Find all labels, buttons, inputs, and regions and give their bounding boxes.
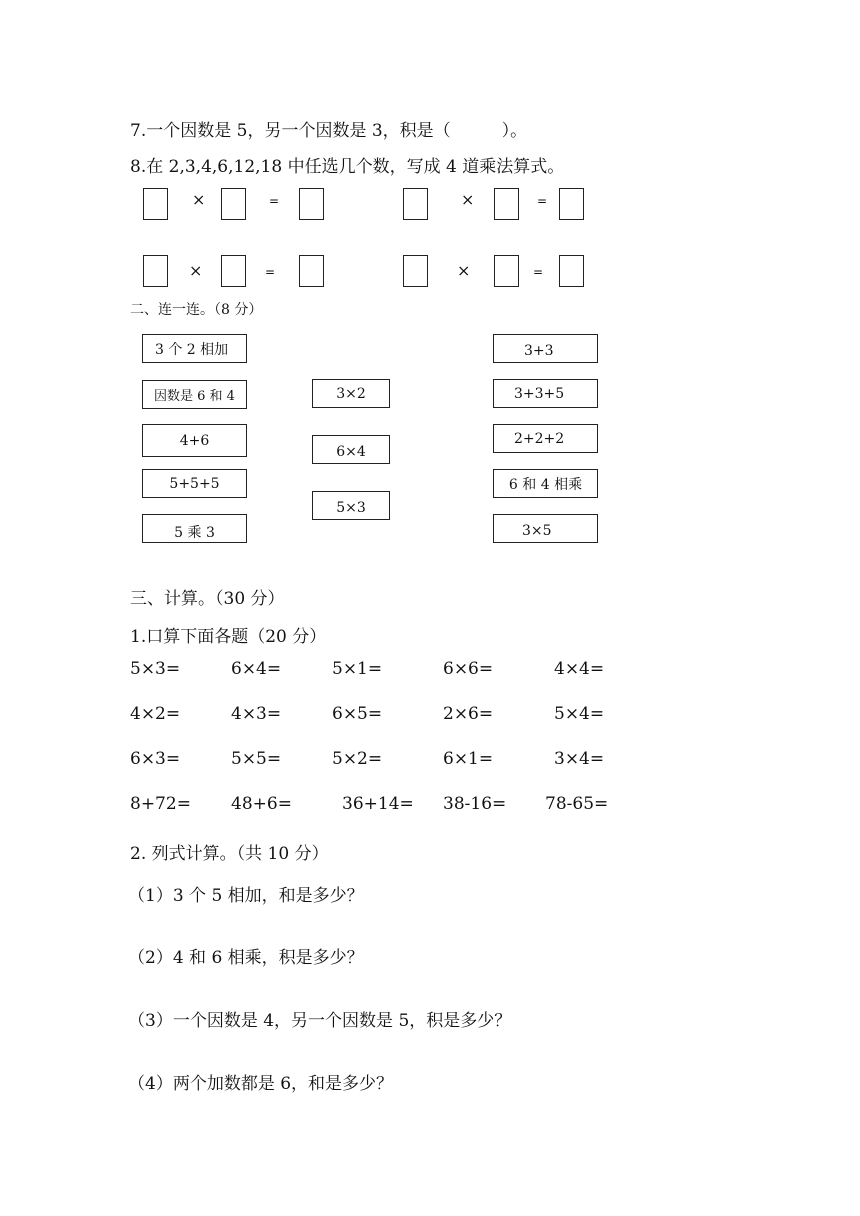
answer-box[interactable] [494, 188, 519, 220]
calc-item: 38-16= [443, 794, 507, 814]
calc-item: 48+6= [231, 794, 292, 814]
answer-box[interactable] [143, 255, 168, 287]
calc-item: 5×4= [554, 704, 605, 724]
calc-item: 4×2= [130, 704, 181, 724]
section-3-title: 三、计算。（30 分） [130, 589, 285, 609]
match-right-item[interactable]: 3×5 [493, 514, 598, 543]
calc-item: 6×4= [231, 659, 282, 679]
calc-item: 8+72= [130, 794, 191, 814]
times-sign: × [189, 261, 203, 280]
answer-box[interactable] [143, 188, 168, 220]
match-left-item[interactable]: 5 乘 3 [142, 514, 247, 543]
times-sign: × [461, 190, 475, 209]
calc-item: 2×6= [443, 704, 494, 724]
answer-box[interactable] [221, 255, 246, 287]
match-left-item[interactable]: 3 个 2 相加 [142, 334, 247, 363]
match-left-item[interactable]: 5+5+5 [142, 469, 247, 498]
section-3-sub1: 1.口算下面各题（20 分） [130, 627, 327, 647]
section-3-sub2: 2. 列式计算。（共 10 分） [130, 844, 329, 864]
match-right-item[interactable]: 2+2+2 [493, 424, 598, 453]
calc-item: 78-65= [545, 794, 609, 814]
equals-sign: = [269, 194, 280, 208]
question-7: 7.一个因数是 5，另一个因数是 3，积是（ ）。 [130, 121, 528, 141]
equals-sign: = [533, 265, 544, 279]
word-problem: （1）3 个 5 相加，和是多少？ [128, 886, 364, 906]
match-left-item[interactable]: 4+6 [142, 424, 247, 457]
answer-box[interactable] [299, 255, 324, 287]
calc-item: 36+14= [342, 794, 414, 814]
calc-item: 6×6= [443, 659, 494, 679]
calc-item: 4×4= [554, 659, 605, 679]
word-problem: （2）4 和 6 相乘，积是多少？ [128, 948, 364, 968]
answer-box[interactable] [299, 188, 324, 220]
match-right-item[interactable]: 6 和 4 相乘 [493, 469, 598, 498]
match-left-item[interactable]: 因数是 6 和 4 [142, 380, 247, 409]
match-right-item[interactable]: 3+3 [493, 334, 598, 363]
calc-item: 6×1= [443, 749, 494, 769]
equals-sign: = [537, 194, 548, 208]
word-problem: （3）一个因数是 4，另一个因数是 5，积是多少？ [128, 1011, 512, 1031]
answer-box[interactable] [403, 188, 428, 220]
answer-box[interactable] [494, 255, 519, 287]
word-problem: （4）两个加数都是 6，和是多少？ [128, 1074, 394, 1094]
answer-box[interactable] [559, 255, 584, 287]
times-sign: × [192, 190, 206, 209]
calc-item: 5×3= [130, 659, 181, 679]
calc-item: 4×3= [231, 704, 282, 724]
calc-item: 6×5= [332, 704, 383, 724]
match-right-item[interactable]: 3+3+5 [493, 379, 598, 408]
match-middle-item[interactable]: 3×2 [312, 379, 390, 408]
answer-box[interactable] [221, 188, 246, 220]
match-middle-item[interactable]: 6×4 [312, 435, 390, 464]
calc-item: 5×2= [332, 749, 383, 769]
calc-item: 6×3= [130, 749, 181, 769]
calc-item: 5×5= [231, 749, 282, 769]
times-sign: × [457, 261, 471, 280]
answer-box[interactable] [559, 188, 584, 220]
section-2-title: 二、连一连。（8 分） [130, 302, 263, 318]
calc-item: 5×1= [332, 659, 383, 679]
calc-item: 3×4= [554, 749, 605, 769]
match-middle-item[interactable]: 5×3 [312, 491, 390, 520]
answer-box[interactable] [403, 255, 428, 287]
equals-sign: = [265, 265, 276, 279]
question-8: 8.在 2,3,4,6,12,18 中任选几个数，写成 4 道乘法算式。 [130, 157, 565, 177]
